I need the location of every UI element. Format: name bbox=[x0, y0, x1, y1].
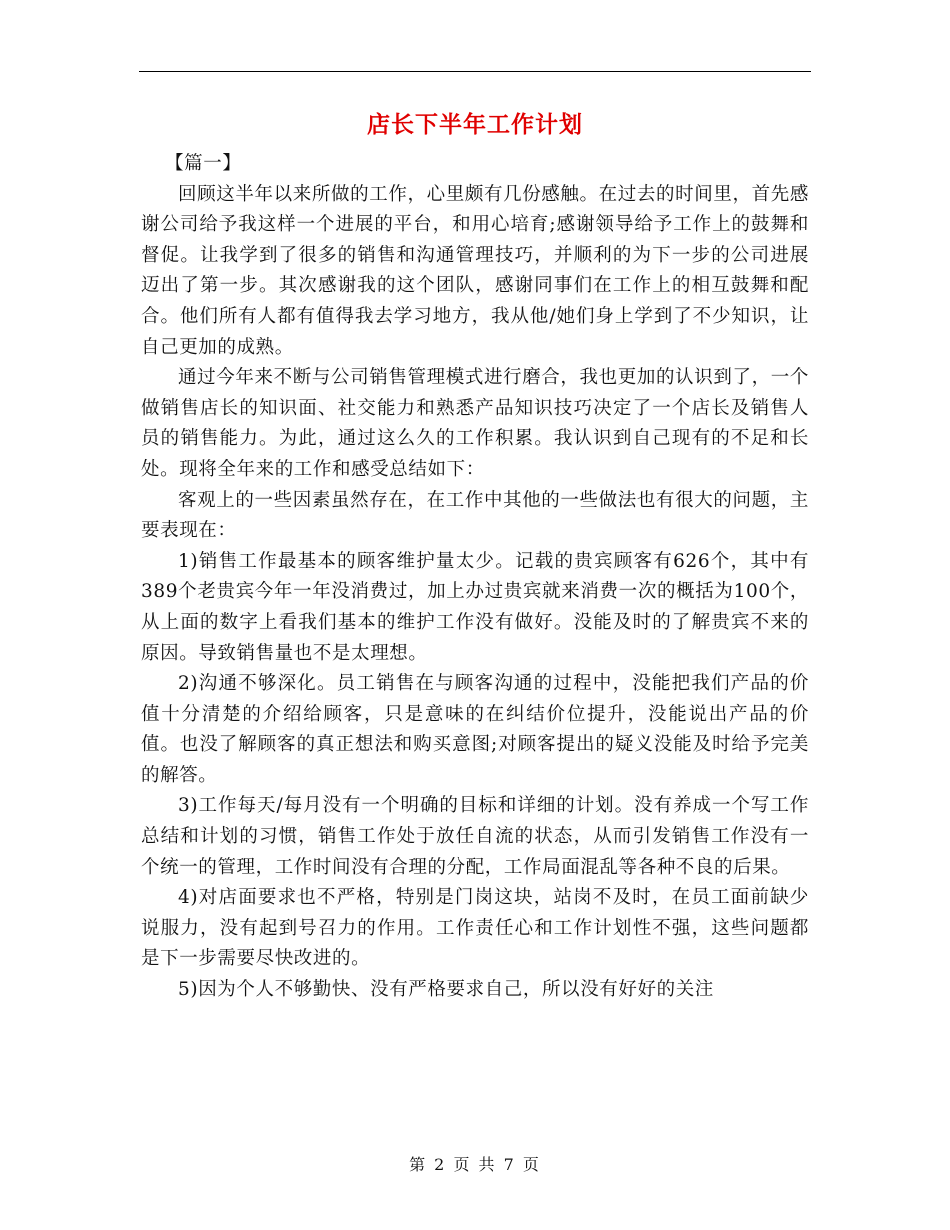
paragraph-2: 通过今年来不断与公司销售管理模式进行磨合，我也更加的认识到了，一个做销售店长的知识面、社交能力和熟悉产品知识技巧决定了一个店长及销售人员的销售能力。为此，通过这么久的工作积累。我认识到自己现有的不足和长处。现将全年来的工作和感受总结如下： bbox=[141, 367, 809, 480]
header-rule bbox=[139, 71, 811, 72]
paragraph-3: 客观上的一些因素虽然存在，在工作中其他的一些做法也有很大的问题，主要表现在： bbox=[141, 489, 809, 542]
paragraph-8: 5)因为个人不够勤快、没有严格要求自己，所以没有好好的关注 bbox=[178, 979, 714, 1001]
paragraph-6: 3)工作每天/每月没有一个明确的目标和详细的计划。没有养成一个写工作总结和计划的习惯，销售工作处于放任自流的状态，从而引发销售工作没有一个统一的管理，工作时间没有合理的分配，工作局面混乱等各种不良的后果。 bbox=[141, 795, 809, 878]
document-title: 店长下半年工作计划 bbox=[367, 111, 583, 138]
document-body bbox=[141, 149, 809, 1006]
page-number-footer: 第 2 页 共 7 页 bbox=[409, 1155, 541, 1174]
paragraph-7: 4)对店面要求也不严格，特别是门岗这块，站岗不及时，在员工面前缺少说服力，没有起到号召力的作用。工作责任心和工作计划性不强，这些问题都是下一步需要尽快改进的。 bbox=[141, 887, 809, 970]
paragraph-5: 2)沟通不够深化。员工销售在与顾客沟通的过程中，没能把我们产品的价值十分清楚的介绍给顾客，只是意味的在纠结价位提升，没能说出产品的价值。也没了解顾客的真正想法和购买意图;对顾客提出的疑义没能及时给予完美的解答。 bbox=[141, 673, 809, 786]
paragraph-1: 回顾这半年以来所做的工作，心里颇有几份感触。在过去的时间里，首先感谢公司给予我这样一个进展的平台，和用心培育;感谢领导给予工作上的鼓舞和督促。让我学到了很多的销售和沟通管理技巧，并顺利的为下一步的公司进展迈出了第一步。其次感谢我的这个团队，感谢同事们在工作上的相互鼓舞和配合。他们所有人都有值得我去学习地方，我从他/她们身上学到了不少知识，让自己更加的成熟。 bbox=[141, 183, 809, 358]
section-label: 【篇一】 bbox=[165, 153, 242, 174]
paragraph-4: 1)销售工作最基本的顾客维护量太少。记载的贵宾顾客有626个，其中有389个老贵宾今年一年没消费过，加上办过贵宾就来消费一次的概括为100个，从上面的数字上看我们基本的维护工作没有做好。没能及时的了解贵宾不来的原因。导致销售量也不是太理想。 bbox=[141, 550, 809, 664]
